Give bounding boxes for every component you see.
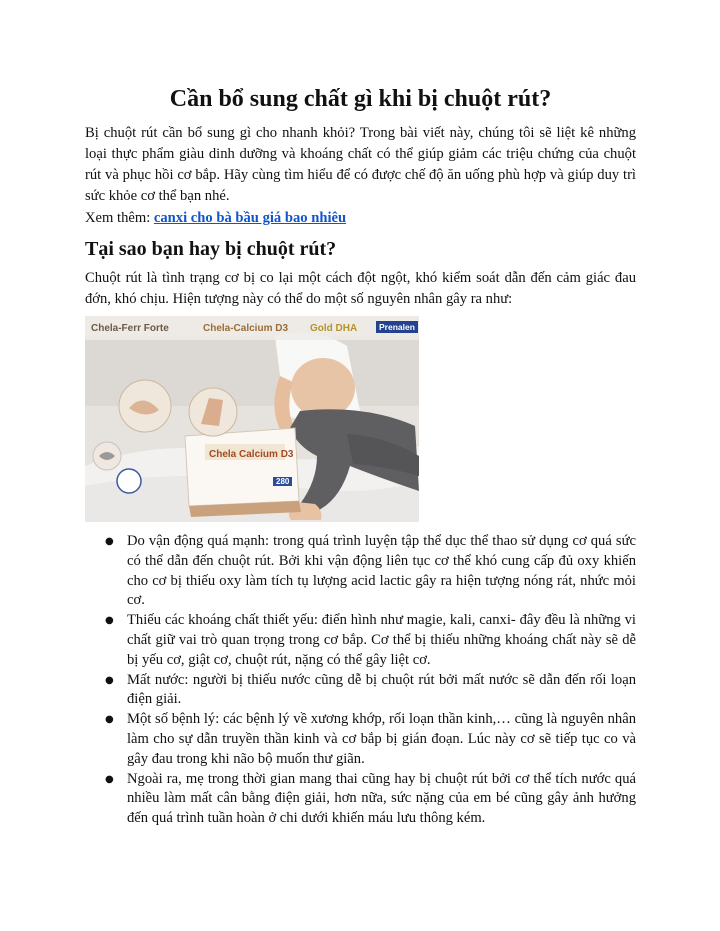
brand-label-prenalen: Prenalen bbox=[376, 321, 418, 333]
list-item-text: Ngoài ra, mẹ trong thời gian mang thai cũng hay bị chuột rút bởi cơ thể tích nước quá nhiều làm mất cân bằng điện giải, hơn nữa, sức nặng của em bé cũng gây ảnh hưởng đến quá trình tuần hoàn ở chi dưới khiến máu lưu thông kém. bbox=[127, 770, 636, 827]
photo-illustration bbox=[85, 316, 419, 522]
bullet-icon: ● bbox=[105, 674, 114, 686]
list-item bbox=[85, 770, 636, 829]
bullet-icon: ● bbox=[105, 615, 114, 627]
brand-label-chela-ferr: Chela-Ferr Forte bbox=[91, 323, 169, 334]
page-title: Cần bổ sung chất gì khi bị chuột rút? bbox=[169, 86, 552, 112]
see-also-link[interactable]: canxi cho bà bầu giá bao nhiêu bbox=[153, 210, 347, 226]
brand-label-chela-calcium: Chela-Calcium D3 bbox=[203, 323, 289, 334]
section-heading: Tại sao bạn hay bị chuột rút? bbox=[85, 238, 337, 260]
bullet-icon: ● bbox=[105, 773, 114, 785]
product-box-label: Chela Calcium D3 bbox=[209, 449, 294, 460]
pregnant-woman-photo bbox=[85, 316, 419, 522]
list-item bbox=[85, 532, 636, 611]
causes-list bbox=[85, 532, 636, 829]
see-also-label: Xem thêm: bbox=[85, 210, 154, 226]
intro-paragraph: Bị chuột rút cần bổ sung gì cho nhanh khỏi? Trong bài viết này, chúng tôi sẽ liệt kê những loại thực phẩm giàu dinh dưỡng và khoáng chất có thể giúp giảm các triệu chứng của chuột rút và phục hồi cơ bắp. Hãy cùng tìm hiểu để có được chế độ ăn uống phù hợp và giúp duy trì sức khỏe cơ thể bạn nhé. bbox=[85, 125, 636, 204]
see-also-line bbox=[85, 208, 346, 229]
bullet-icon: ● bbox=[105, 536, 114, 547]
bullet-icon: ● bbox=[105, 714, 114, 726]
list-item-text: Một số bệnh lý: các bệnh lý về xương khớp, rối loạn thần kinh,… cũng là nguyên nhân làm cho sự dẫn truyền thần kinh và cơ bắp bị gián đoạn. Lúc này cơ sẽ tiếp tục co và gây đau trong khi não bộ muốn thư giãn. bbox=[127, 711, 636, 767]
list-item bbox=[85, 671, 636, 711]
list-item-text: Mất nước: người bị thiếu nước cũng dễ bị chuột rút bởi mất nước sẽ dẫn đến rối loạn điện giải. bbox=[127, 671, 636, 708]
list-item bbox=[85, 710, 636, 769]
list-item-text: Do vận động quá mạnh: trong quá trình luyện tập thể dục thể thao sử dụng cơ quá sức có thể dẫn đến chuột rút. Bởi khi vận động liên tục cơ thể khó cung cấp đủ oxy khiến cho cơ bị thiếu oxy làm tích tụ lượng acid lactic gây ra hiện tượng nóng rát, nhức mỏi cơ. bbox=[127, 533, 636, 609]
brand-label-gold-dha: Gold DHA bbox=[310, 323, 358, 334]
product-box-count: 280 bbox=[273, 477, 292, 486]
list-item-text: Thiếu các khoáng chất thiết yếu: điển hình như magie, kali, canxi- đây đều là những vi chất giữ vai trò quan trọng trong cơ bắp. Cơ thể bị thiếu những khoáng chất này sẽ dễ bị yếu cơ, giật cơ, chuột rút, nặng có thể gây liệt cơ. bbox=[127, 612, 636, 668]
list-item bbox=[85, 611, 636, 670]
section-intro-paragraph: Chuột rút là tình trạng cơ bị co lại một cách đột ngột, khó kiểm soát dẫn đến cảm giác đau đớn, khó chịu. Hiện tượng này có thể do một số nguyên nhân gây ra như: bbox=[85, 270, 636, 307]
